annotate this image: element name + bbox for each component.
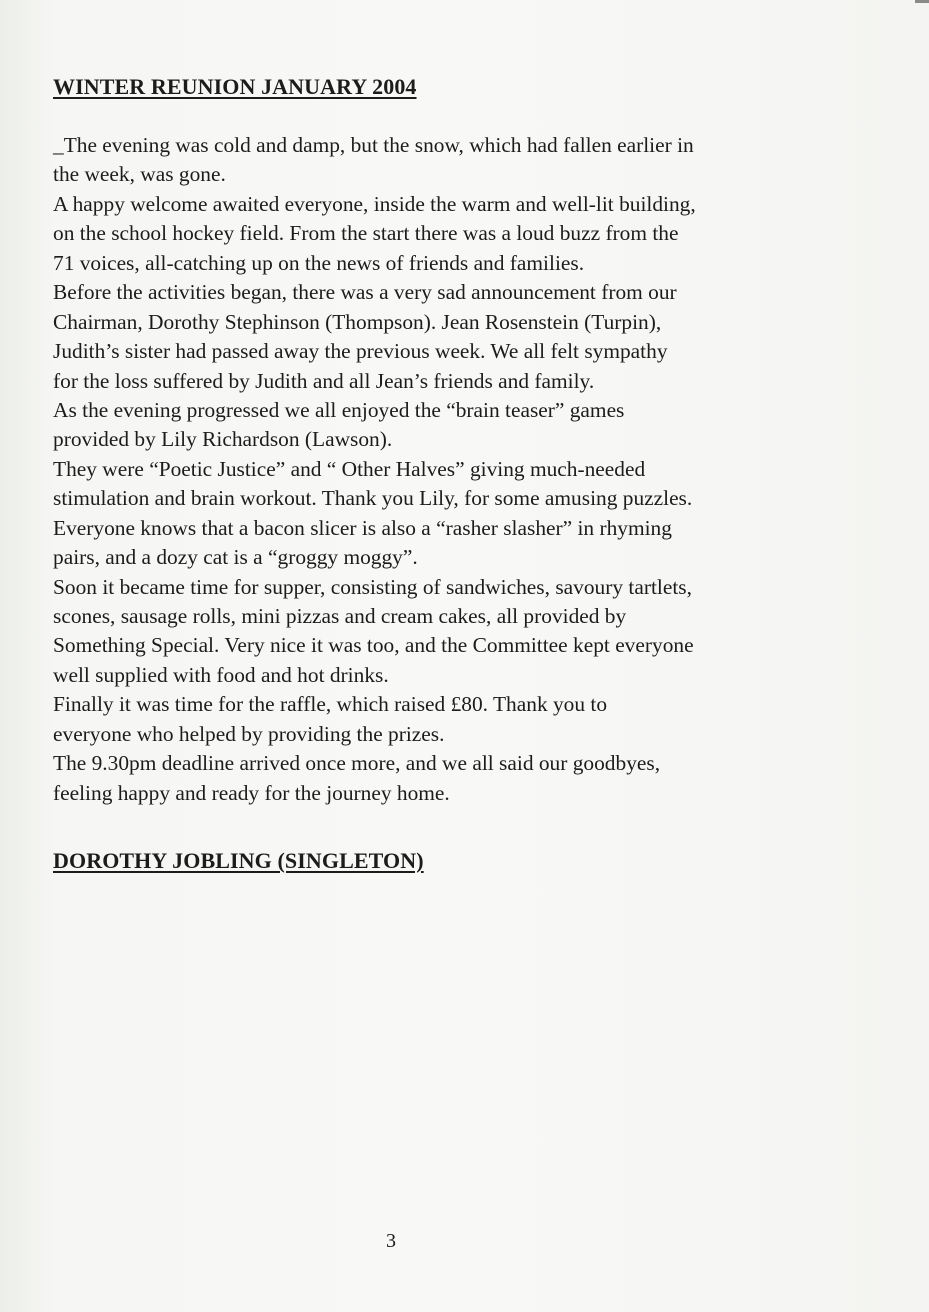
body-line: for the loss suffered by Judith and all Jean’s friends and family. xyxy=(53,368,595,393)
body-line: Before the activities began, there was a very sad announcement from our xyxy=(53,280,677,305)
body-line: everyone who helped by providing the prizes. xyxy=(53,721,445,746)
article-body xyxy=(53,131,893,808)
body-line: Finally it was time for the raffle, which raised £80. Thank you to xyxy=(53,692,608,717)
body-line: The 9.30pm deadline arrived once more, and we all said our goodbyes, xyxy=(53,751,661,776)
body-line: A happy welcome awaited everyone, inside the warm and well-lit building, xyxy=(53,191,696,216)
body-line: Something Special. Very nice it was too, and the Committee kept everyone xyxy=(53,633,694,658)
body-line: provided by Lily Richardson (Lawson). xyxy=(53,427,393,452)
body-line: Soon it became time for supper, consisting of sandwiches, savoury tartlets, xyxy=(53,574,692,599)
author-signature: DOROTHY JOBLING (SINGLETON) xyxy=(53,848,424,873)
page-number: 3 xyxy=(386,1230,396,1252)
body-line: Judith’s sister had passed away the previous week. We all felt sympathy xyxy=(53,339,668,364)
article-title: WINTER REUNION JANUARY 2004 xyxy=(53,74,417,99)
body-line: the week, was gone. xyxy=(53,162,226,187)
body-line: feeling happy and ready for the journey home. xyxy=(53,780,450,805)
body-line: They were “Poetic Justice” and “ Other Halves” giving much-needed xyxy=(53,456,646,481)
body-line: well supplied with food and hot drinks. xyxy=(53,662,389,687)
body-line: 71 voices, all-catching up on the news of friends and families. xyxy=(53,250,585,275)
page-edge-mark xyxy=(915,0,929,3)
body-line: scones, sausage rolls, mini pizzas and cream cakes, all provided by xyxy=(53,604,627,628)
body-line: on the school hockey field. From the start there was a loud buzz from the xyxy=(53,221,679,246)
body-line: Chairman, Dorothy Stephinson (Thompson). Jean Rosenstein (Turpin), xyxy=(53,309,662,334)
body-line: As the evening progressed we all enjoyed the “brain teaser” games xyxy=(53,397,625,422)
body-line: pairs, and a dozy cat is a “groggy moggy”. xyxy=(53,545,418,570)
body-line: stimulation and brain workout. Thank you Lily, for some amusing puzzles. xyxy=(53,486,693,511)
body-line: Everyone knows that a bacon slicer is also a “rasher slasher” in rhyming xyxy=(53,515,672,540)
body-line: _The evening was cold and damp, but the snow, which had fallen earlier in xyxy=(53,133,694,157)
